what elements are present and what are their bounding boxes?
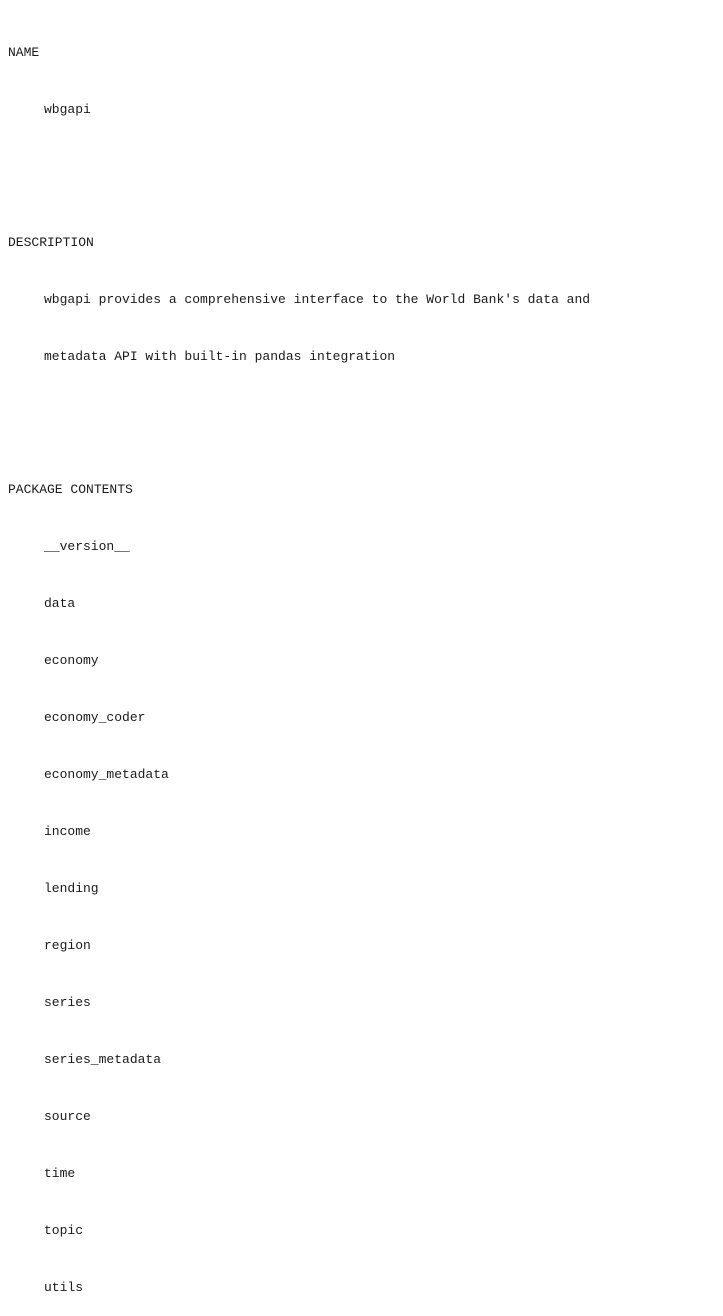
description-heading: DESCRIPTION — [8, 235, 94, 250]
module-item-data: data — [44, 596, 76, 611]
package-contents-heading: PACKAGE CONTENTS — [8, 482, 133, 497]
module-item-version: __version__ — [44, 539, 130, 554]
name-heading: NAME — [8, 45, 40, 60]
section-spacer — [8, 404, 590, 423]
description-line: wbgapi provides a comprehensive interface to the World Bank's data and — [44, 292, 591, 307]
module-item-income: income — [44, 824, 91, 839]
module-item-economy: economy — [44, 653, 99, 668]
module-item-source: source — [44, 1109, 91, 1124]
module-item-lending: lending — [44, 881, 99, 896]
module-item-topic: topic — [44, 1223, 84, 1238]
package-name: wbgapi — [44, 102, 91, 117]
module-item-time: time — [44, 1166, 76, 1181]
help-document — [8, 5, 590, 1316]
description-line: metadata API with built-in pandas integration — [44, 349, 396, 364]
module-item-economy-metadata: economy_metadata — [44, 767, 169, 782]
module-item-series-metadata: series_metadata — [44, 1052, 162, 1067]
module-item-economy-coder: economy_coder — [44, 710, 146, 725]
module-item-series: series — [44, 995, 91, 1010]
module-item-region: region — [44, 938, 91, 953]
section-spacer — [8, 157, 590, 176]
module-item-utils: utils — [44, 1280, 84, 1295]
